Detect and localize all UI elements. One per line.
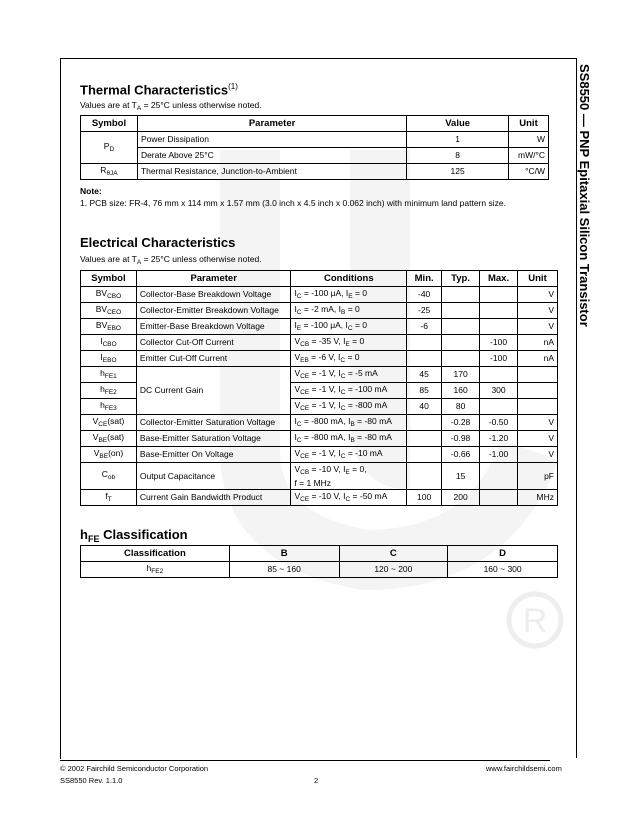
table-row [81, 367, 558, 383]
symbol-suffix: (on) [108, 447, 124, 458]
row-label-sub: FE2 [151, 567, 164, 575]
min-cell: -6 [407, 319, 442, 335]
cond-a-sub: C [296, 436, 302, 444]
header-cell: B [229, 546, 339, 562]
parameter-cell: Output Capacitance [136, 463, 291, 490]
parameter-cell: Derate Above 25°C [137, 148, 406, 164]
max-cell: -0.50 [480, 415, 518, 431]
typ-cell: -0.66 [442, 447, 480, 463]
symbol-sub: CBO [102, 340, 117, 348]
conditions-cell [291, 303, 407, 319]
conditions-cell [291, 383, 407, 399]
typ-cell: -0.28 [442, 415, 480, 431]
hfe-title-sub: FE [87, 534, 100, 544]
min-cell: 40 [407, 399, 442, 415]
table-row [81, 164, 549, 180]
parameter-cell: Collector Cut-Off Current [136, 335, 291, 351]
unit-cell: V [518, 319, 558, 335]
symbol: P [103, 140, 110, 151]
header-cell: Conditions [291, 271, 407, 287]
symbol-cell [81, 431, 137, 447]
cond-b: = -10 V, I [309, 463, 346, 474]
thermal-title-note: (1) [228, 82, 238, 91]
max-cell: -1.00 [480, 447, 518, 463]
header-cell: Unit [509, 116, 549, 132]
table-row [81, 319, 558, 335]
header-cell: Max. [480, 271, 518, 287]
symbol-cell [81, 463, 137, 490]
typ-cell: 80 [442, 399, 480, 415]
cond-d: f = 1 MHz [294, 477, 332, 488]
value-cell: 160 ~ 300 [448, 562, 558, 578]
symbol-cell [81, 351, 137, 367]
parameter-cell: Collector-Emitter Saturation Voltage [136, 415, 291, 431]
cond-b: = -100 μA, I [301, 287, 349, 298]
max-cell [480, 319, 518, 335]
symbol-sub: CE [98, 420, 108, 428]
cond-c: = 0 [345, 303, 360, 314]
table-row [81, 447, 558, 463]
value-cell: 1 [407, 132, 509, 148]
symbol: BV [95, 303, 108, 314]
hfe-title-pre: h [80, 527, 88, 542]
header-cell: Unit [518, 271, 558, 287]
min-cell: 45 [407, 367, 442, 383]
electrical-table [80, 270, 558, 506]
cond-c: = 0 [352, 287, 368, 298]
conditions-cell [291, 415, 407, 431]
parameter-cell: Current Gain Bandwidth Product [136, 490, 291, 506]
cond-b-sub: E [348, 292, 353, 300]
parameter-cell: Collector-Base Breakdown Voltage [136, 287, 291, 303]
cond-b: = -800 mA, I [301, 415, 351, 426]
min-cell: 100 [407, 490, 442, 506]
cond-a: I [294, 303, 297, 314]
conditions-cell [291, 367, 407, 383]
table-header-row [81, 546, 558, 562]
cond-c: = -5 mA [345, 367, 378, 378]
footer-copyright: © 2002 Fairchild Semiconductor Corporation [60, 764, 209, 773]
cond-a: I [294, 319, 297, 330]
symbol-sub: ob [107, 474, 116, 481]
cond-c: = 0 [345, 351, 360, 362]
hfe-title [80, 527, 188, 544]
unit-cell: V [518, 287, 558, 303]
cond-post: = 25°C unless otherwise noted. [141, 100, 262, 110]
symbol-sub: CEO [107, 308, 122, 316]
max-cell [480, 303, 518, 319]
hfe-title-post: Classification [99, 527, 188, 542]
cond-sub: A [136, 105, 142, 112]
max-cell [480, 399, 518, 415]
symbol-cell [81, 399, 137, 415]
cond-a-sub: CB [300, 340, 310, 348]
table-row [81, 490, 558, 506]
cond-b-sub: C [340, 372, 346, 380]
conditions-cell [291, 335, 407, 351]
thermal-condition [80, 100, 262, 112]
parameter-cell: Emitter Cut-Off Current [136, 351, 291, 367]
conditions-cell [291, 287, 407, 303]
cond-a: I [294, 431, 297, 442]
footer-page-number: 2 [314, 776, 319, 785]
min-cell [407, 415, 442, 431]
sidebar-title: SS8550 — PNP Epitaxial Silicon Transistor [577, 64, 592, 327]
cond-a: V [294, 447, 301, 458]
cond-pre: Values are at T [80, 254, 137, 264]
table-row [81, 148, 549, 164]
symbol: BV [95, 319, 108, 330]
cond-b-sub: C [340, 452, 346, 460]
unit-cell [518, 367, 558, 383]
symbol-sub: D [109, 145, 115, 153]
unit-cell: mW/°C [509, 148, 549, 164]
cond-c: = -80 mA [354, 415, 392, 426]
symbol: I [100, 351, 103, 362]
classification-cell [81, 562, 230, 578]
typ-cell: 15 [442, 463, 480, 490]
min-cell: -25 [407, 303, 442, 319]
cond-a: V [294, 383, 301, 394]
table-row [81, 335, 558, 351]
max-cell [480, 367, 518, 383]
table-row [81, 463, 558, 490]
max-cell: 300 [480, 383, 518, 399]
cond-b: = -10 V, I [309, 490, 346, 501]
symbol: h [100, 399, 105, 410]
min-cell [407, 463, 442, 490]
symbol-sub: BE [99, 452, 109, 460]
electrical-condition [80, 254, 262, 266]
note-title: Note: [80, 186, 102, 196]
parameter-cell: Collector-Emitter Breakdown Voltage [136, 303, 291, 319]
table-row [81, 351, 558, 367]
cond-b: = -800 mA, I [301, 431, 351, 442]
value-cell: 85 ~ 160 [229, 562, 339, 578]
cond-a-sub: CB [300, 468, 310, 476]
symbol: h [100, 383, 105, 394]
conditions-cell [291, 447, 407, 463]
cond-a: I [294, 287, 297, 298]
typ-cell [442, 303, 480, 319]
symbol-sub: T [107, 495, 112, 503]
symbol: h [100, 367, 105, 378]
unit-cell: V [518, 415, 558, 431]
cond-a-sub: CE [300, 404, 310, 412]
symbol-cell [81, 335, 137, 351]
typ-cell [442, 335, 480, 351]
symbol: I [100, 335, 103, 346]
header-cell: C [339, 546, 448, 562]
table-header-row [81, 116, 549, 132]
cond-pre: Values are at T [80, 100, 137, 110]
header-cell: Symbol [81, 271, 137, 287]
cond-b: = -1 V, I [309, 447, 341, 458]
symbol-cell [81, 490, 137, 506]
max-cell [480, 287, 518, 303]
table-row [81, 562, 558, 578]
min-cell [407, 431, 442, 447]
cond-b-sub: E [345, 468, 350, 476]
header-cell: D [448, 546, 558, 562]
symbol-cell [81, 447, 137, 463]
symbol: V [92, 415, 99, 426]
value-cell: 125 [407, 164, 509, 180]
symbol-cell [81, 415, 137, 431]
symbol-suffix: (sat) [107, 431, 125, 442]
unit-cell [518, 399, 558, 415]
min-cell: -40 [407, 287, 442, 303]
symbol: f [105, 490, 108, 501]
cond-a: V [294, 490, 301, 501]
typ-cell: 160 [442, 383, 480, 399]
unit-cell: nA [518, 335, 558, 351]
max-cell: -100 [480, 335, 518, 351]
typ-cell: -0.98 [442, 431, 480, 447]
cond-sub: A [136, 259, 142, 266]
cond-b: = -1 V, I [309, 383, 341, 394]
table-row [81, 303, 558, 319]
min-cell [407, 351, 442, 367]
cond-c: = -100 mA [345, 383, 388, 394]
hfe-table [80, 545, 558, 578]
cond-c: = -50 mA [350, 490, 388, 501]
typ-cell [442, 287, 480, 303]
symbol: V [92, 431, 99, 442]
conditions-cell [291, 490, 407, 506]
cond-a-sub: C [296, 308, 302, 316]
header-cell: Min. [407, 271, 442, 287]
min-cell [407, 335, 442, 351]
conditions-cell [291, 431, 407, 447]
row-label: h [146, 562, 152, 573]
symbol-cell [81, 303, 137, 319]
unit-cell: V [518, 431, 558, 447]
max-cell: -1.20 [480, 431, 518, 447]
cond-a-sub: CE [300, 388, 310, 396]
parameter-cell: Emitter-Base Breakdown Voltage [136, 319, 291, 335]
cond-a-sub: CE [300, 495, 310, 503]
symbol-cell [81, 383, 137, 399]
unit-cell: °C/W [509, 164, 549, 180]
symbol-sub: FE2 [104, 388, 117, 396]
electrical-title: Electrical Characteristics [80, 235, 236, 250]
cond-a: V [294, 463, 301, 474]
cond-b-sub: C [345, 495, 351, 503]
min-cell: 85 [407, 383, 442, 399]
header-cell: Value [407, 116, 509, 132]
value-cell: 120 ~ 200 [339, 562, 448, 578]
unit-cell: V [518, 447, 558, 463]
symbol-cell [81, 164, 138, 180]
cond-b-sub: C [340, 388, 346, 396]
svg-text:R: R [522, 602, 548, 640]
cond-b-sub: B [350, 420, 355, 428]
cond-a: V [294, 351, 301, 362]
symbol-cell [81, 367, 137, 383]
cond-b-sub: C [347, 324, 353, 332]
conditions-cell [291, 463, 407, 490]
table-header-row [81, 271, 558, 287]
max-cell [480, 463, 518, 490]
typ-cell [442, 351, 480, 367]
unit-cell: pF [518, 463, 558, 490]
unit-cell: MHz [518, 490, 558, 506]
value-cell: 8 [407, 148, 509, 164]
cond-a-sub: CE [300, 372, 310, 380]
cond-a: V [294, 399, 301, 410]
cond-a-sub: C [296, 420, 302, 428]
header-cell: Classification [81, 546, 230, 562]
parameter-cell: Thermal Resistance, Junction-to-Ambient [137, 164, 406, 180]
parameter-cell: DC Current Gain [136, 367, 291, 415]
table-row [81, 415, 558, 431]
footer-website-link[interactable]: www.fairchildsemi.com [486, 764, 562, 773]
cond-b: = -1 V, I [309, 367, 341, 378]
symbol-sub: EBO [107, 324, 121, 332]
symbol-sub: FE3 [104, 404, 117, 412]
header-cell: Symbol [81, 116, 138, 132]
header-cell: Parameter [137, 116, 406, 132]
cond-b: = -6 V, I [308, 351, 341, 362]
cond-c: = 0, [349, 463, 367, 474]
header-cell: Parameter [136, 271, 291, 287]
conditions-cell [291, 351, 407, 367]
symbol-sub: FE1 [104, 372, 117, 380]
cond-c: = -800 mA [345, 399, 388, 410]
symbol-cell [81, 132, 138, 164]
header-cell: Typ. [442, 271, 480, 287]
table-row [81, 287, 558, 303]
cond-a: I [294, 415, 297, 426]
cond-a-sub: E [296, 324, 302, 332]
symbol: V [93, 447, 100, 458]
thermal-title [80, 82, 238, 97]
cond-b: = -1 V, I [309, 399, 341, 410]
symbol-sub: CBO [107, 292, 122, 300]
symbol-suffix: (sat) [107, 415, 125, 426]
footer-revision: SS8550 Rev. 1.1.0 [60, 776, 123, 785]
min-cell [407, 447, 442, 463]
thermal-title-text: Thermal Characteristics [80, 82, 229, 98]
table-row [81, 431, 558, 447]
parameter-cell: Base-Emitter Saturation Voltage [136, 431, 291, 447]
conditions-cell [291, 399, 407, 415]
symbol: R [100, 164, 107, 175]
cond-b-sub: B [340, 308, 346, 316]
symbol-sub: BE [98, 436, 108, 444]
typ-cell: 170 [442, 367, 480, 383]
note-text: 1. PCB size: FR-4, 76 mm x 114 mm x 1.57 mm (3.0 inch x 4.5 inch x 0.062 inch) with minimum land pattern size. [80, 198, 506, 208]
cond-c: = -80 mA [354, 431, 392, 442]
cond-a-sub: EB [300, 356, 309, 364]
cond-a: V [294, 335, 301, 346]
symbol-sub: θJA [106, 169, 118, 177]
cond-b: = -35 V, I [309, 335, 346, 346]
cond-b-sub: C [340, 356, 346, 364]
cond-a-sub: CE [300, 452, 310, 460]
unit-cell: W [509, 132, 549, 148]
cond-b: = -2 mA, I [301, 303, 341, 314]
parameter-cell: Base-Emitter On Voltage [136, 447, 291, 463]
unit-cell [518, 383, 558, 399]
table-row [81, 132, 549, 148]
cond-c: = 0 [352, 319, 368, 330]
conditions-cell [291, 319, 407, 335]
symbol: BV [95, 287, 108, 298]
symbol-cell [81, 319, 137, 335]
cond-b: = -100 μA, I [301, 319, 348, 330]
symbol-sub: EBO [102, 356, 117, 364]
cond-c: = -10 mA [345, 447, 383, 458]
cond-post: = 25°C unless otherwise noted. [141, 254, 262, 264]
thermal-table [80, 115, 549, 180]
parameter-cell: Power Dissipation [137, 132, 406, 148]
cond-b-sub: C [340, 404, 346, 412]
cond-b-sub: E [345, 340, 350, 348]
max-cell: -100 [480, 351, 518, 367]
cond-c: = 0 [349, 335, 365, 346]
typ-cell: 200 [442, 490, 480, 506]
footer-divider [60, 760, 550, 761]
cond-a-sub: C [296, 292, 302, 300]
max-cell [480, 490, 518, 506]
unit-cell: V [518, 303, 558, 319]
typ-cell [442, 319, 480, 335]
cond-b-sub: B [350, 436, 355, 444]
unit-cell: nA [518, 351, 558, 367]
cond-a: V [294, 367, 301, 378]
symbol: C [101, 469, 108, 479]
symbol-cell [81, 287, 137, 303]
